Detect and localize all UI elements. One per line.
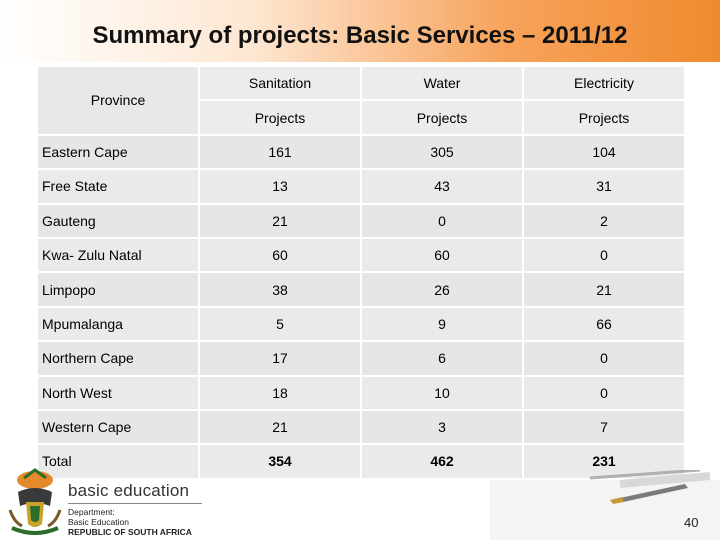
table-row [37,204,685,238]
water-cell: 43 [361,169,523,203]
sanitation-cell: 161 [199,135,361,169]
brand-divider [68,503,202,504]
pen-and-paper-decoration [470,470,720,540]
water-subheader: Projects [361,100,523,134]
province-cell: Mpumalanga [37,307,199,341]
sanitation-cell: 21 [199,410,361,444]
province-cell: Limpopo [37,272,199,306]
dept-line-1: Department: [68,507,115,517]
electricity-cell: 66 [523,307,685,341]
electricity-cell: 104 [523,135,685,169]
water-cell: 9 [361,307,523,341]
water-cell: 462 [361,444,523,478]
water-header: Water [361,66,523,100]
brand-name: basic education [68,481,190,500]
sanitation-header: Sanitation [199,66,361,100]
province-cell: Kwa- Zulu Natal [37,238,199,272]
sanitation-cell: 38 [199,272,361,306]
table-header-row [37,66,685,100]
province-cell: Northern Cape [37,341,199,375]
sanitation-subheader: Projects [199,100,361,134]
water-cell: 6 [361,341,523,375]
province-cell: North West [37,376,199,410]
electricity-cell: 2 [523,204,685,238]
dept-line-3: REPUBLIC OF SOUTH AFRICA [68,527,192,537]
water-cell: 305 [361,135,523,169]
province-header: Province [37,66,199,135]
projects-table [36,65,686,480]
electricity-cell: 31 [523,169,685,203]
water-cell: 60 [361,238,523,272]
water-cell: 3 [361,410,523,444]
page-number: 40 [684,515,699,530]
water-cell: 0 [361,204,523,238]
table-row [37,135,685,169]
table-row [37,376,685,410]
sanitation-cell: 17 [199,341,361,375]
electricity-cell: 21 [523,272,685,306]
sanitation-cell: 5 [199,307,361,341]
department-branding [68,481,202,537]
sanitation-cell: 13 [199,169,361,203]
table-row [37,272,685,306]
province-cell: Western Cape [37,410,199,444]
water-cell: 26 [361,272,523,306]
province-cell: Total [37,444,199,478]
coat-of-arms-logo [4,466,66,538]
sanitation-cell: 354 [199,444,361,478]
sanitation-cell: 18 [199,376,361,410]
sanitation-cell: 60 [199,238,361,272]
water-cell: 10 [361,376,523,410]
province-cell: Eastern Cape [37,135,199,169]
province-cell: Free State [37,169,199,203]
electricity-cell: 231 [523,444,685,478]
dept-line-2: Basic Education [68,517,129,527]
table-row [37,410,685,444]
projects-table-container [36,65,684,480]
sanitation-cell: 21 [199,204,361,238]
electricity-subheader: Projects [523,100,685,134]
electricity-cell: 0 [523,238,685,272]
electricity-cell: 0 [523,341,685,375]
province-cell: Gauteng [37,204,199,238]
electricity-cell: 7 [523,410,685,444]
table-row [37,169,685,203]
slide-title: Summary of projects: Basic Services – 2011/12 [92,22,628,49]
electricity-header: Electricity [523,66,685,100]
electricity-cell: 0 [523,376,685,410]
table-row [37,307,685,341]
table-row [37,238,685,272]
table-row [37,341,685,375]
